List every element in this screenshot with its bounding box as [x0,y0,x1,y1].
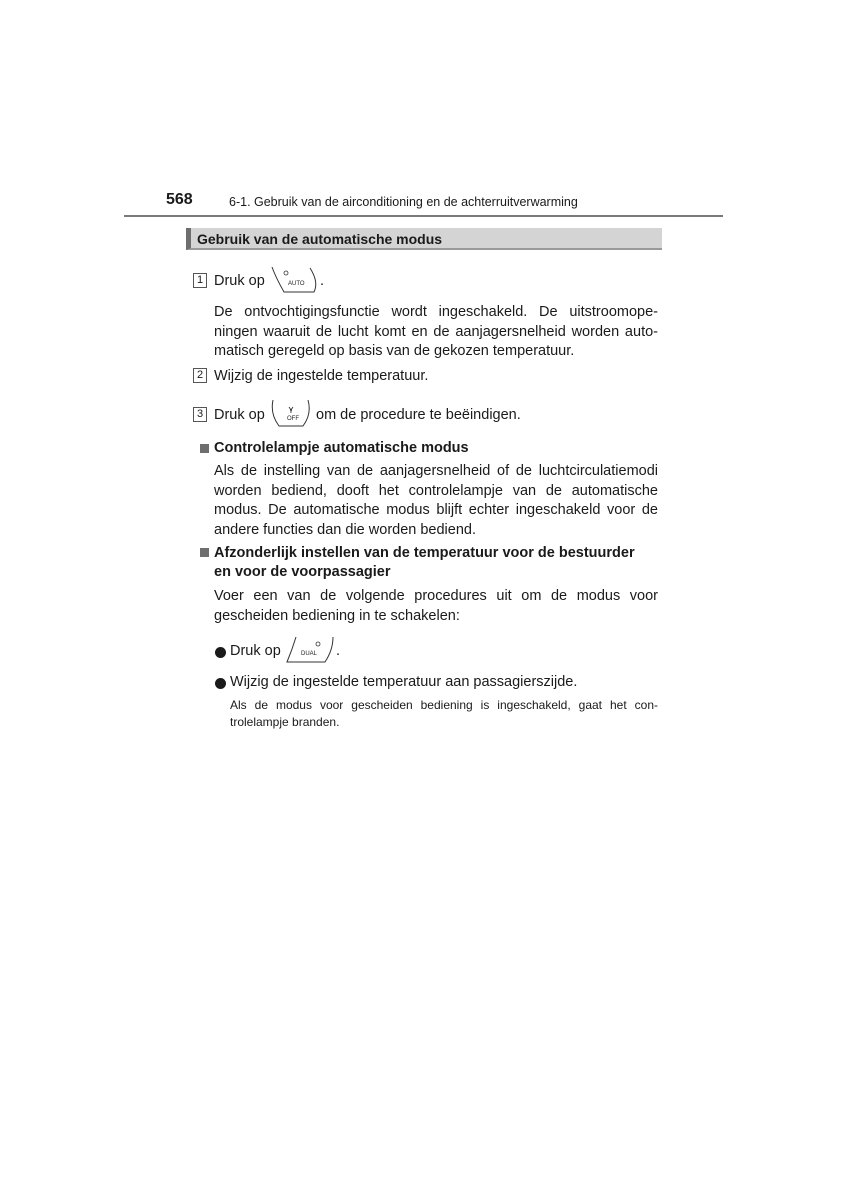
off-button-label: OFF [287,416,299,422]
dual-button-label: DUAL [301,651,318,657]
step-2-text: Wijzig de ingestelde temperatuur. [214,368,429,384]
note-2-title-line-1: Afzonderlijk instellen van de temperatuur voor de bestuurder [214,545,635,561]
step-3-text-after: om de procedure te beëindigen. [316,407,521,423]
step-3-text-before: Druk op [214,407,265,423]
round-bullet-icon [215,647,226,658]
step-number-1: 1 [193,273,207,288]
page-number: 568 [166,191,193,208]
auto-button-icon [270,264,320,298]
auto-button-label: AUTO [288,281,305,287]
step-1-period: . [320,273,325,289]
running-header: 6-1. Gebruik van de airconditioning en de achterruitverwarming [229,195,578,209]
header-rule [124,215,723,217]
section-title-bar [186,228,662,250]
note-1-text: Als de instelling van de aanjagersnelheid of de luchtcirculatiemodi worden bediend, dooft het controlelampje van de automatische modus. De automatische modus blijft echter ingeschakeld voor de andere functies dan die worden bediend. [214,463,658,538]
note-1-title: Controlelampje automatische modus [214,440,469,456]
step-number-3: 3 [193,407,207,422]
step-1-text: Druk op [214,273,265,289]
bullet-1-text-before: Druk op [230,643,281,659]
note-2-text: Voer een van de volgende procedures uit om de modus voor gescheiden bediening in te schakelen: [214,588,658,624]
round-bullet-icon [215,678,226,689]
bullet-1-period: . [336,643,341,659]
step-number-2: 2 [193,368,207,383]
step-1-description: De ontvochtigingsfunctie wordt ingeschakeld. De uitstroomope-ningen waaruit de lucht komt en de aanjagersnelheid worden auto-matisch geregeld op basis van de gekozen temperatuur. [214,304,658,359]
section-title: Gebruik van de automatische modus [197,231,443,247]
fan-off-button-icon [270,398,312,432]
footnote: Als de modus voor gescheiden bediening is ingeschakeld, gaat het con-trolelampje branden. [230,698,658,729]
dual-button-icon [285,634,335,668]
square-bullet-icon [200,548,209,557]
note-2-title-line-2: en voor de voorpassagier [214,564,391,580]
bullet-2-text: Wijzig de ingestelde temperatuur aan passagierszijde. [230,674,578,690]
square-bullet-icon [200,444,209,453]
